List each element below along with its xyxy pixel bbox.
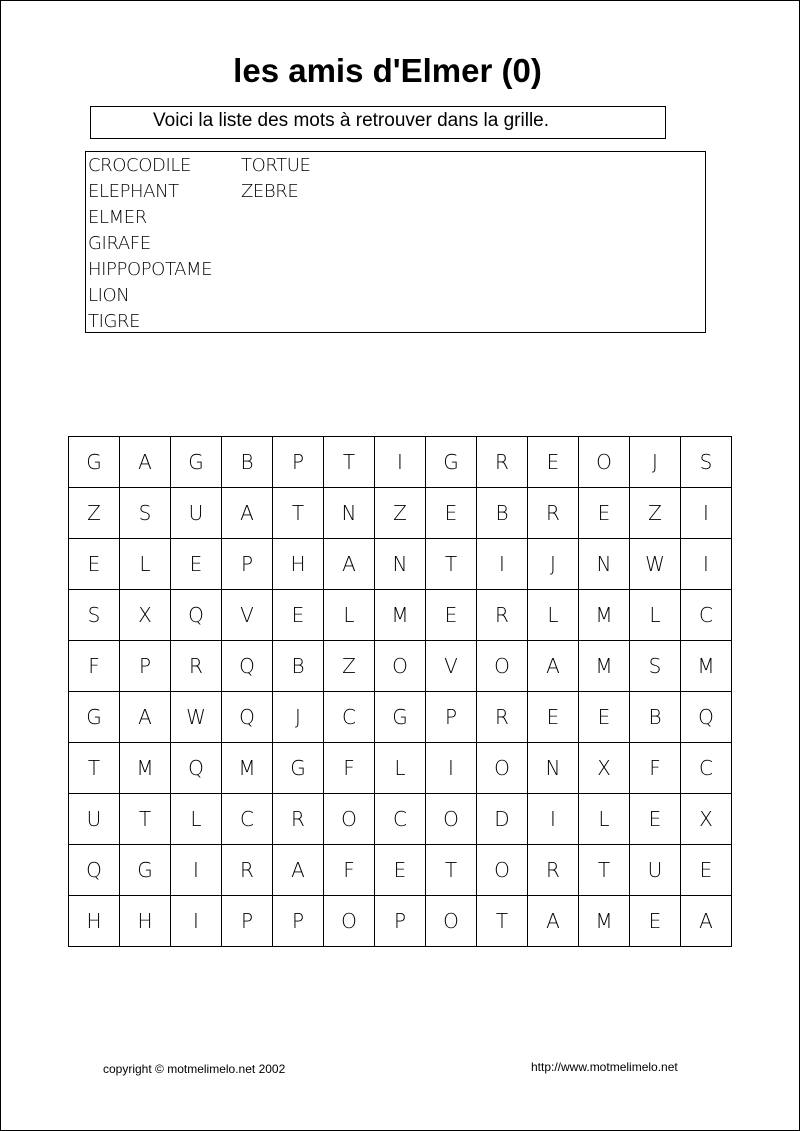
- grid-cell[interactable]: E: [171, 539, 222, 590]
- grid-cell[interactable]: O: [324, 896, 375, 947]
- grid-cell[interactable]: E: [273, 590, 324, 641]
- grid-cell[interactable]: Q: [681, 692, 732, 743]
- grid-cell[interactable]: O: [426, 794, 477, 845]
- grid-cell[interactable]: V: [222, 590, 273, 641]
- grid-cell[interactable]: R: [528, 488, 579, 539]
- grid-cell[interactable]: A: [528, 641, 579, 692]
- grid-cell[interactable]: B: [222, 437, 273, 488]
- grid-cell[interactable]: R: [171, 641, 222, 692]
- grid-cell[interactable]: R: [477, 692, 528, 743]
- grid-cell[interactable]: O: [375, 641, 426, 692]
- grid-cell[interactable]: M: [681, 641, 732, 692]
- grid-cell[interactable]: N: [324, 488, 375, 539]
- grid-cell[interactable]: E: [630, 794, 681, 845]
- grid-cell[interactable]: O: [477, 641, 528, 692]
- word-list-item: ELEPHANT: [88, 181, 179, 202]
- grid-cell[interactable]: T: [69, 743, 120, 794]
- grid-cell[interactable]: L: [630, 590, 681, 641]
- grid-cell[interactable]: T: [273, 488, 324, 539]
- grid-cell[interactable]: M: [222, 743, 273, 794]
- grid-cell[interactable]: J: [630, 437, 681, 488]
- grid-cell[interactable]: B: [477, 488, 528, 539]
- grid-cell[interactable]: T: [426, 845, 477, 896]
- grid-cell[interactable]: R: [477, 590, 528, 641]
- grid-row: [69, 692, 732, 743]
- grid-row: [69, 896, 732, 947]
- grid-cell[interactable]: A: [222, 488, 273, 539]
- grid-cell[interactable]: G: [375, 692, 426, 743]
- word-list-item: CROCODILE: [88, 155, 191, 176]
- grid-cell[interactable]: E: [375, 845, 426, 896]
- grid-cell[interactable]: G: [69, 692, 120, 743]
- instruction-box: [90, 106, 666, 139]
- grid-cell[interactable]: E: [426, 488, 477, 539]
- grid-cell[interactable]: Z: [630, 488, 681, 539]
- grid-cell[interactable]: U: [69, 794, 120, 845]
- grid-cell[interactable]: X: [579, 743, 630, 794]
- grid-cell[interactable]: I: [477, 539, 528, 590]
- grid-cell[interactable]: X: [120, 590, 171, 641]
- grid-cell[interactable]: S: [120, 488, 171, 539]
- grid-cell[interactable]: L: [528, 590, 579, 641]
- grid-cell[interactable]: B: [273, 641, 324, 692]
- grid-cell[interactable]: E: [426, 590, 477, 641]
- grid-cell[interactable]: F: [69, 641, 120, 692]
- grid-cell[interactable]: Z: [324, 641, 375, 692]
- grid-cell[interactable]: M: [120, 743, 171, 794]
- grid-cell[interactable]: Q: [69, 845, 120, 896]
- grid-cell[interactable]: E: [528, 437, 579, 488]
- grid-cell[interactable]: I: [375, 437, 426, 488]
- grid-cell[interactable]: C: [681, 743, 732, 794]
- grid-cell[interactable]: I: [528, 794, 579, 845]
- grid-cell[interactable]: O: [324, 794, 375, 845]
- grid-cell[interactable]: Q: [171, 590, 222, 641]
- grid-cell[interactable]: P: [426, 692, 477, 743]
- grid-cell[interactable]: I: [681, 488, 732, 539]
- grid-cell[interactable]: Z: [69, 488, 120, 539]
- grid-cell[interactable]: I: [681, 539, 732, 590]
- grid-row: [69, 488, 732, 539]
- grid-cell[interactable]: P: [222, 896, 273, 947]
- grid-cell[interactable]: T: [477, 896, 528, 947]
- grid-cell[interactable]: A: [681, 896, 732, 947]
- grid-cell[interactable]: C: [324, 692, 375, 743]
- grid-cell[interactable]: M: [579, 896, 630, 947]
- grid-cell[interactable]: G: [426, 437, 477, 488]
- grid-cell[interactable]: L: [120, 539, 171, 590]
- grid-cell[interactable]: T: [120, 794, 171, 845]
- word-list-item: HIPPOPOTAME: [88, 259, 213, 280]
- grid-cell[interactable]: P: [273, 896, 324, 947]
- word-list-item: ZEBRE: [241, 181, 299, 202]
- grid-cell[interactable]: I: [426, 743, 477, 794]
- word-list-item: TIGRE: [88, 311, 141, 332]
- grid-row: [69, 794, 732, 845]
- grid-cell[interactable]: L: [375, 743, 426, 794]
- grid-cell[interactable]: T: [324, 437, 375, 488]
- grid-cell[interactable]: Q: [222, 641, 273, 692]
- grid-row: [69, 641, 732, 692]
- grid-cell[interactable]: G: [273, 743, 324, 794]
- grid-cell[interactable]: P: [120, 641, 171, 692]
- word-search-grid: [68, 436, 732, 947]
- grid-cell[interactable]: R: [273, 794, 324, 845]
- word-list-box: [85, 151, 706, 333]
- grid-cell[interactable]: V: [426, 641, 477, 692]
- grid-cell[interactable]: T: [579, 845, 630, 896]
- grid-cell[interactable]: O: [579, 437, 630, 488]
- grid-cell[interactable]: E: [579, 488, 630, 539]
- grid-cell[interactable]: H: [273, 539, 324, 590]
- grid-cell[interactable]: A: [120, 437, 171, 488]
- grid-cell[interactable]: Q: [222, 692, 273, 743]
- grid-cell[interactable]: P: [273, 437, 324, 488]
- grid-cell[interactable]: N: [579, 539, 630, 590]
- grid-row: [69, 743, 732, 794]
- grid-cell[interactable]: W: [171, 692, 222, 743]
- grid-cell[interactable]: G: [171, 437, 222, 488]
- grid-cell[interactable]: E: [69, 539, 120, 590]
- grid-cell[interactable]: G: [69, 437, 120, 488]
- grid-cell[interactable]: A: [273, 845, 324, 896]
- word-list-item: TORTUE: [241, 155, 311, 176]
- grid-cell[interactable]: L: [324, 590, 375, 641]
- page-title: les amis d'Elmer (0): [233, 52, 542, 89]
- grid-cell[interactable]: C: [375, 794, 426, 845]
- grid-cell[interactable]: Z: [375, 488, 426, 539]
- grid-cell[interactable]: M: [375, 590, 426, 641]
- grid-cell[interactable]: C: [222, 794, 273, 845]
- grid-row: [69, 590, 732, 641]
- grid-cell[interactable]: F: [324, 845, 375, 896]
- grid-cell[interactable]: C: [681, 590, 732, 641]
- grid-cell[interactable]: P: [222, 539, 273, 590]
- grid-cell[interactable]: R: [222, 845, 273, 896]
- grid-row: [69, 845, 732, 896]
- grid-cell[interactable]: F: [324, 743, 375, 794]
- grid-cell[interactable]: E: [579, 692, 630, 743]
- grid-cell[interactable]: A: [324, 539, 375, 590]
- grid-cell[interactable]: M: [579, 641, 630, 692]
- grid-cell[interactable]: J: [273, 692, 324, 743]
- grid-cell[interactable]: S: [630, 641, 681, 692]
- grid-cell[interactable]: L: [171, 794, 222, 845]
- word-list-item: GIRAFE: [88, 233, 151, 254]
- grid-cell[interactable]: L: [579, 794, 630, 845]
- grid-row: [69, 539, 732, 590]
- grid-cell[interactable]: P: [375, 896, 426, 947]
- word-list-item: LION: [88, 285, 130, 306]
- grid-cell[interactable]: H: [120, 896, 171, 947]
- instruction-text: Voici la liste des mots à retrouver dans la grille.: [153, 110, 550, 131]
- grid-cell[interactable]: G: [120, 845, 171, 896]
- grid-cell[interactable]: O: [426, 896, 477, 947]
- grid-cell[interactable]: S: [681, 437, 732, 488]
- grid-cell[interactable]: H: [69, 896, 120, 947]
- site-url-link[interactable]: http://www.motmelimelo.net: [531, 1060, 678, 1074]
- grid-cell[interactable]: N: [528, 743, 579, 794]
- grid-cell[interactable]: B: [630, 692, 681, 743]
- grid-cell[interactable]: R: [528, 845, 579, 896]
- grid-cell[interactable]: M: [579, 590, 630, 641]
- grid-cell[interactable]: I: [171, 845, 222, 896]
- grid-cell[interactable]: J: [528, 539, 579, 590]
- word-list-item: ELMER: [88, 207, 147, 228]
- grid-cell[interactable]: T: [426, 539, 477, 590]
- grid-cell[interactable]: O: [477, 743, 528, 794]
- grid-cell[interactable]: Q: [171, 743, 222, 794]
- grid-cell[interactable]: N: [375, 539, 426, 590]
- grid-row: [69, 437, 732, 488]
- grid-cell[interactable]: A: [120, 692, 171, 743]
- grid-cell[interactable]: E: [630, 896, 681, 947]
- grid-cell[interactable]: O: [477, 845, 528, 896]
- grid-cell[interactable]: X: [681, 794, 732, 845]
- grid-cell[interactable]: S: [69, 590, 120, 641]
- grid-cell[interactable]: I: [171, 896, 222, 947]
- copyright-text: copyright © motmelimelo.net 2002: [103, 1062, 286, 1076]
- grid-cell[interactable]: U: [171, 488, 222, 539]
- grid-cell[interactable]: E: [681, 845, 732, 896]
- grid-cell[interactable]: R: [477, 437, 528, 488]
- grid-cell[interactable]: D: [477, 794, 528, 845]
- grid-cell[interactable]: W: [630, 539, 681, 590]
- grid-cell[interactable]: U: [630, 845, 681, 896]
- grid-cell[interactable]: F: [630, 743, 681, 794]
- grid-cell[interactable]: E: [528, 692, 579, 743]
- grid-cell[interactable]: A: [528, 896, 579, 947]
